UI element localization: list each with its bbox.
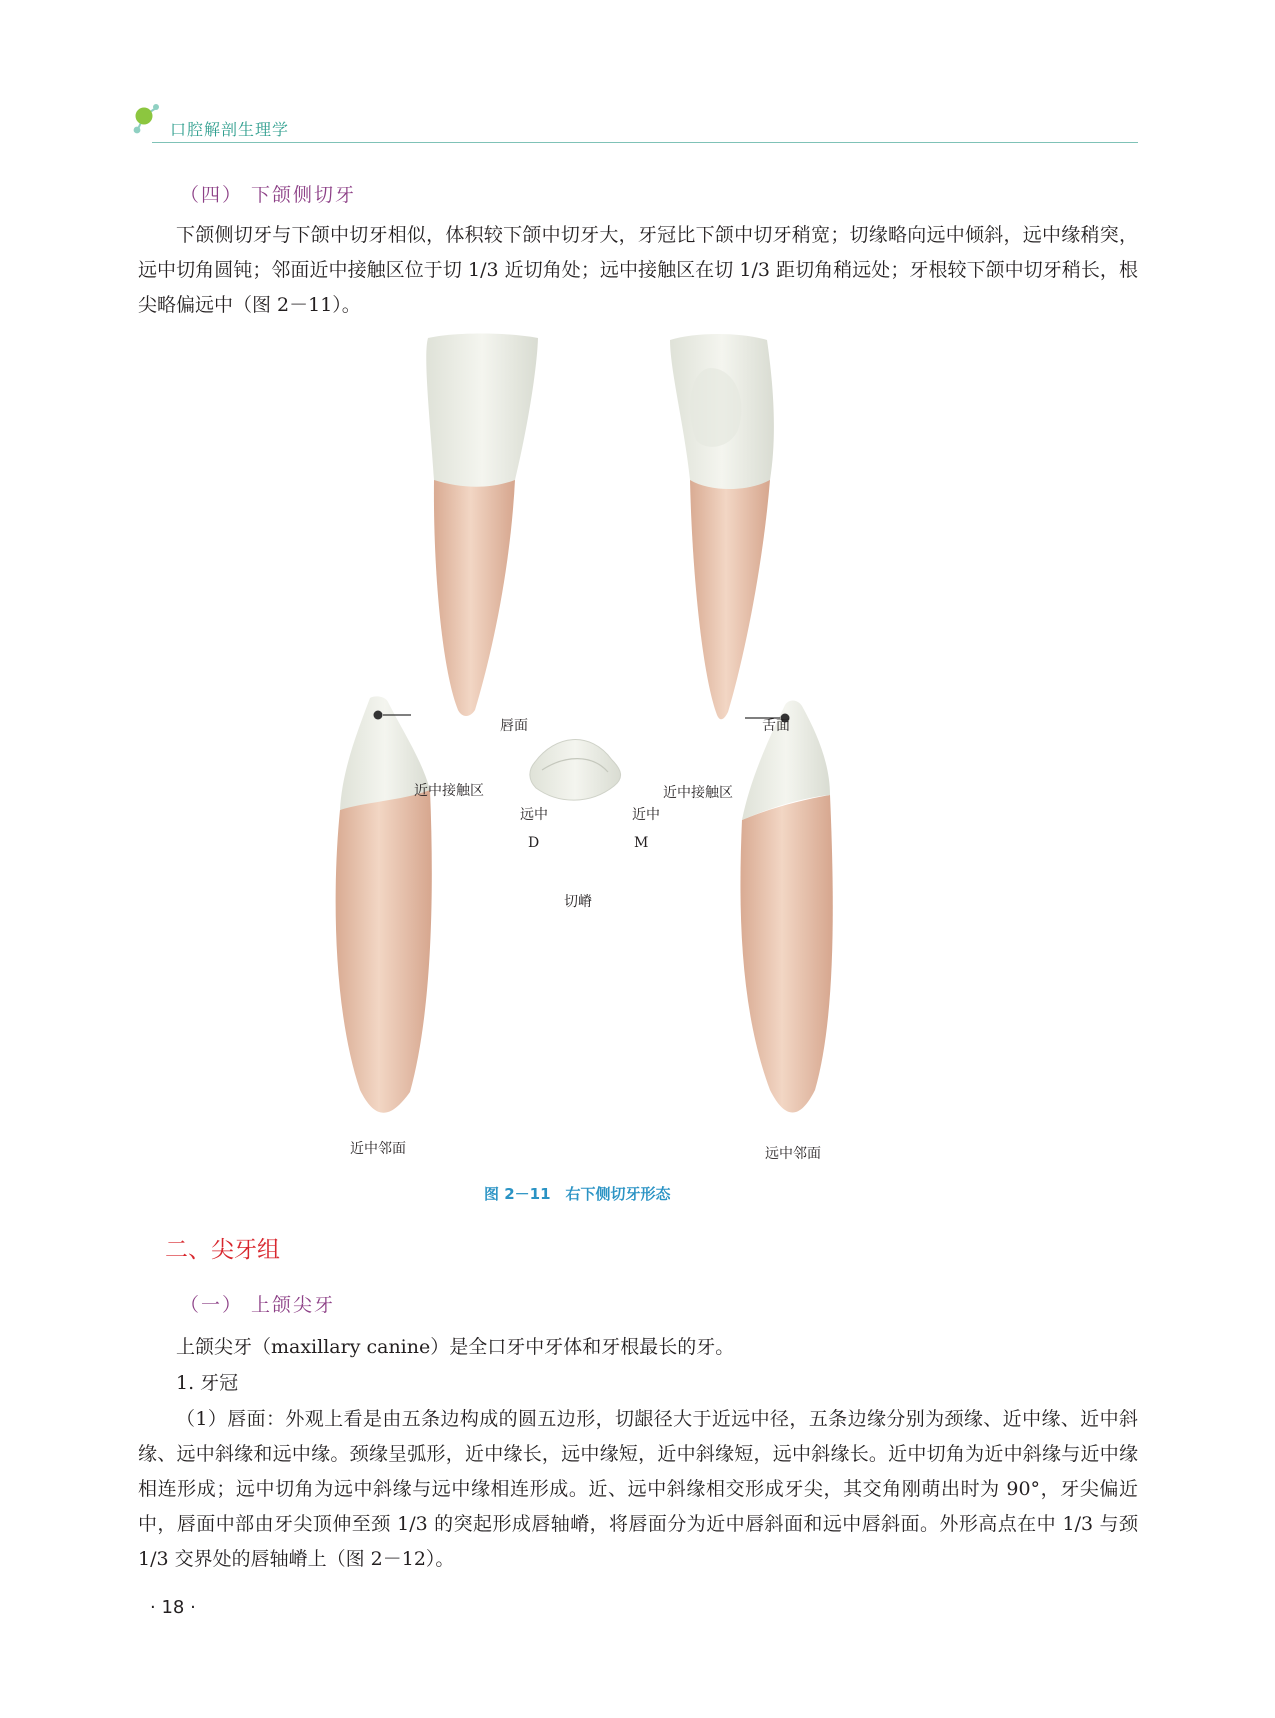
canine-item-crown: 1. 牙冠 <box>176 1372 239 1394</box>
figure-tooth-illustrations <box>330 330 950 1150</box>
label-mesial-face: 近中邻面 <box>350 1141 406 1157</box>
label-labial: 唇面 <box>500 718 528 734</box>
tooth-distal-proximal-view <box>740 701 832 1113</box>
figure-caption: 图 2－11 右下侧切牙形态 <box>484 1185 671 1203</box>
label-distal-abbr: D <box>528 835 540 851</box>
label-lingual: 舌面 <box>762 718 790 734</box>
label-mesial-abbr: M <box>634 835 649 851</box>
canine-item-labial: （1）唇面：外观上看是由五条边构成的圆五边形，切龈径大于近远中径，五条边缘分别为颈缘、近中缘、近中斜缘、远中斜缘和远中缘。颈缘呈弧形，近中缘长，远中缘短，近中斜缘短，远中斜缘长。近中切角为近中斜缘与近中缘相连形成；远中切角为远中斜缘与远中缘相连形成。近、远中斜缘相交形成牙尖，其交角刚萌出时为 90°，牙尖偏近中，唇面中部由牙尖顶伸至颈 1/3 的突起形成唇轴嵴，将唇面分为近中唇斜面和远中唇斜面。外形高点在中 1/3 与颈 1/3 交界处的唇轴嵴上（图 2－12）。 <box>138 1408 1138 1570</box>
subsection-heading: （四） 下颌侧切牙 <box>180 184 357 206</box>
tooth-labial-view <box>426 334 538 717</box>
subsection-heading-canine: （一） 上颌尖牙 <box>180 1294 336 1316</box>
section-heading: 二、尖牙组 <box>165 1237 280 1263</box>
label-mesial-cn: 近中 <box>632 807 660 823</box>
label-contact-area-left: 近中接触区 <box>414 783 484 799</box>
molecule-logo-icon <box>132 100 162 140</box>
tooth-mesial-proximal-view <box>336 696 432 1112</box>
label-incisal-ridge: 切嵴 <box>564 894 592 910</box>
canine-intro: 上颌尖牙（maxillary canine）是全口牙中牙体和牙根最长的牙。 <box>176 1336 735 1358</box>
label-contact-area-right: 近中接触区 <box>663 785 733 801</box>
label-distal-face: 远中邻面 <box>765 1146 821 1162</box>
header-logo <box>132 100 162 140</box>
tooth-incisal-view <box>530 740 621 801</box>
tooth-lingual-view <box>670 334 774 719</box>
header-rule <box>152 142 1138 143</box>
page-number: · 18 · <box>150 1597 196 1618</box>
running-header-title: 口腔解剖生理学 <box>170 120 290 139</box>
label-distal-cn: 远中 <box>520 807 548 823</box>
body-paragraph: 下颌侧切牙与下颌中切牙相似，体积较下颌中切牙大，牙冠比下颌中切牙稍宽；切缘略向远中倾斜，远中缘稍突，远中切角圆钝；邻面近中接触区位于切 1/3 近切角处；远中接触区在切 1/3 距切角稍远处；牙根较下颌中切牙稍长，根尖略偏远中（图 2－11）。 <box>138 224 1138 316</box>
